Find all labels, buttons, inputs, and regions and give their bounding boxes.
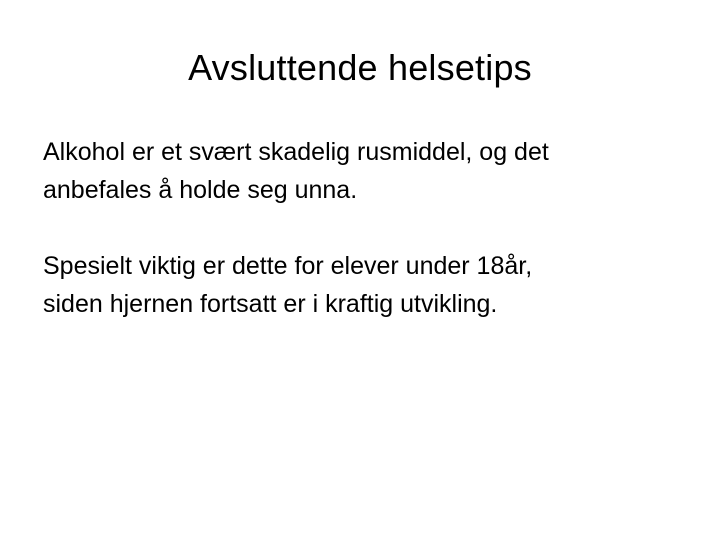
slide-body <box>43 133 683 323</box>
paragraph-line: Alkohol er et svært skadelig rusmiddel, og det <box>43 138 549 166</box>
paragraph-students <box>43 247 683 323</box>
paragraph-line: Spesielt viktig er dette for elever under 18år, <box>43 252 533 280</box>
paragraph-alcohol <box>43 133 683 209</box>
slide-title: Avsluttende helsetips <box>188 47 532 88</box>
paragraph-line: siden hjernen fortsatt er i kraftig utvikling. <box>43 290 498 318</box>
paragraph-line: anbefales å holde seg unna. <box>43 176 358 204</box>
